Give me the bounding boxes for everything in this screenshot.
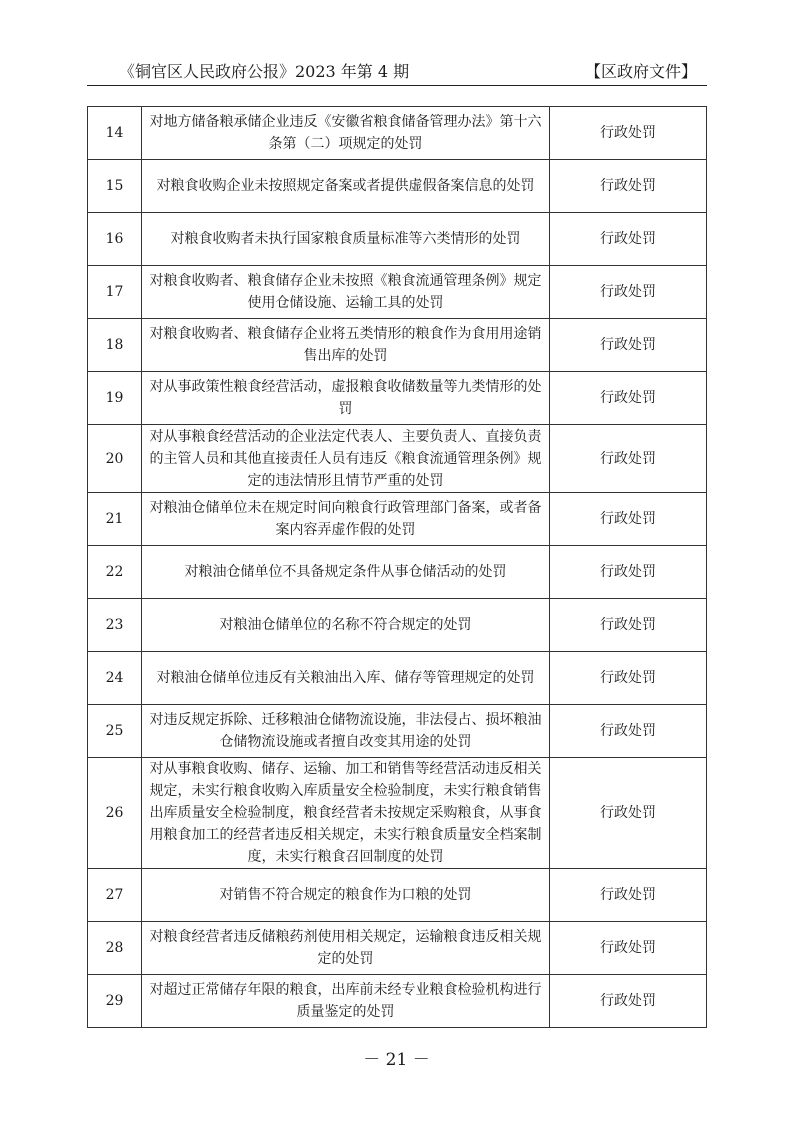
row-number: 26	[88, 758, 142, 869]
table-row	[88, 493, 707, 546]
item-type: 行政处罚	[550, 160, 707, 213]
item-name: 对粮食收购者未执行国家粮食质量标准等六类情形的处罚	[142, 213, 550, 266]
item-type: 行政处罚	[550, 758, 707, 869]
row-number: 23	[88, 599, 142, 652]
section-label: 【区政府文件】	[584, 62, 697, 81]
table-row	[88, 107, 707, 160]
item-name: 对地方储备粮承储企业违反《安徽省粮食储备管理办法》第十六条第（二）项规定的处罚	[142, 107, 550, 160]
table-row	[88, 705, 707, 758]
penalty-table	[87, 106, 707, 1028]
table-row	[88, 922, 707, 975]
item-type: 行政处罚	[550, 213, 707, 266]
item-name: 对粮油仓储单位未在规定时间向粮食行政管理部门备案，或者备案内容弄虚作假的处罚	[142, 493, 550, 546]
item-name: 对粮油仓储单位不具备规定条件从事仓储活动的处罚	[142, 546, 550, 599]
row-number: 14	[88, 107, 142, 160]
row-number: 25	[88, 705, 142, 758]
item-type: 行政处罚	[550, 493, 707, 546]
table-row	[88, 266, 707, 319]
item-name: 对粮食经营者违反储粮药剂使用相关规定，运输粮食违反相关规定的处罚	[142, 922, 550, 975]
item-type: 行政处罚	[550, 266, 707, 319]
page-header	[87, 55, 707, 86]
table-row	[88, 758, 707, 869]
item-type: 行政处罚	[550, 319, 707, 372]
item-type: 行政处罚	[550, 869, 707, 922]
table-row	[88, 869, 707, 922]
item-type: 行政处罚	[550, 922, 707, 975]
row-number: 28	[88, 922, 142, 975]
table-row	[88, 425, 707, 493]
row-number: 19	[88, 372, 142, 425]
item-type: 行政处罚	[550, 705, 707, 758]
table-row	[88, 599, 707, 652]
page-number: － 21 －	[363, 1050, 430, 1070]
row-number: 29	[88, 975, 142, 1028]
item-name: 对从事政策性粮食经营活动，虚报粮食收储数量等九类情形的处罚	[142, 372, 550, 425]
item-type: 行政处罚	[550, 975, 707, 1028]
publication-title: 《铜官区人民政府公报》2023 年第 4 期	[119, 62, 410, 81]
item-type: 行政处罚	[550, 107, 707, 160]
row-number: 20	[88, 425, 142, 493]
row-number: 22	[88, 546, 142, 599]
row-number: 16	[88, 213, 142, 266]
table-row	[88, 372, 707, 425]
item-type: 行政处罚	[550, 425, 707, 493]
row-number: 17	[88, 266, 142, 319]
item-type: 行政处罚	[550, 599, 707, 652]
table-row	[88, 213, 707, 266]
item-type: 行政处罚	[550, 546, 707, 599]
row-number: 18	[88, 319, 142, 372]
item-name: 对粮食收购者、粮食储存企业将五类情形的粮食作为食用用途销售出库的处罚	[142, 319, 550, 372]
row-number: 21	[88, 493, 142, 546]
row-number: 24	[88, 652, 142, 705]
table-row	[88, 546, 707, 599]
item-name: 对超过正常储存年限的粮食，出库前未经专业粮食检验机构进行质量鉴定的处罚	[142, 975, 550, 1028]
table-row	[88, 160, 707, 213]
table-row	[88, 652, 707, 705]
table-row	[88, 975, 707, 1028]
item-name: 对从事粮食经营活动的企业法定代表人、主要负责人、直接负责的主管人员和其他直接责任人员有违反《粮食流通管理条例》规定的违法情形且情节严重的处罚	[142, 425, 550, 493]
row-number: 15	[88, 160, 142, 213]
item-name: 对粮油仓储单位违反有关粮油出入库、储存等管理规定的处罚	[142, 652, 550, 705]
row-number: 27	[88, 869, 142, 922]
item-name: 对从事粮食收购、储存、运输、加工和销售等经营活动违反相关规定，未实行粮食收购入库质量安全检验制度，未实行粮食销售出库质量安全检验制度，粮食经营者未按规定采购粮食，从事食用粮食加工的经营者违反相关规定，未实行粮食质量安全档案制度，未实行粮食召回制度的处罚	[142, 758, 550, 869]
item-name: 对违反规定拆除、迁移粮油仓储物流设施，非法侵占、损坏粮油仓储物流设施或者擅自改变其用途的处罚	[142, 705, 550, 758]
table-row	[88, 319, 707, 372]
item-name: 对粮食收购者、粮食储存企业未按照《粮食流通管理条例》规定使用仓储设施、运输工具的处罚	[142, 266, 550, 319]
item-name: 对粮油仓储单位的名称不符合规定的处罚	[142, 599, 550, 652]
item-type: 行政处罚	[550, 652, 707, 705]
item-name: 对粮食收购企业未按照规定备案或者提供虚假备案信息的处罚	[142, 160, 550, 213]
item-name: 对销售不符合规定的粮食作为口粮的处罚	[142, 869, 550, 922]
item-type: 行政处罚	[550, 372, 707, 425]
